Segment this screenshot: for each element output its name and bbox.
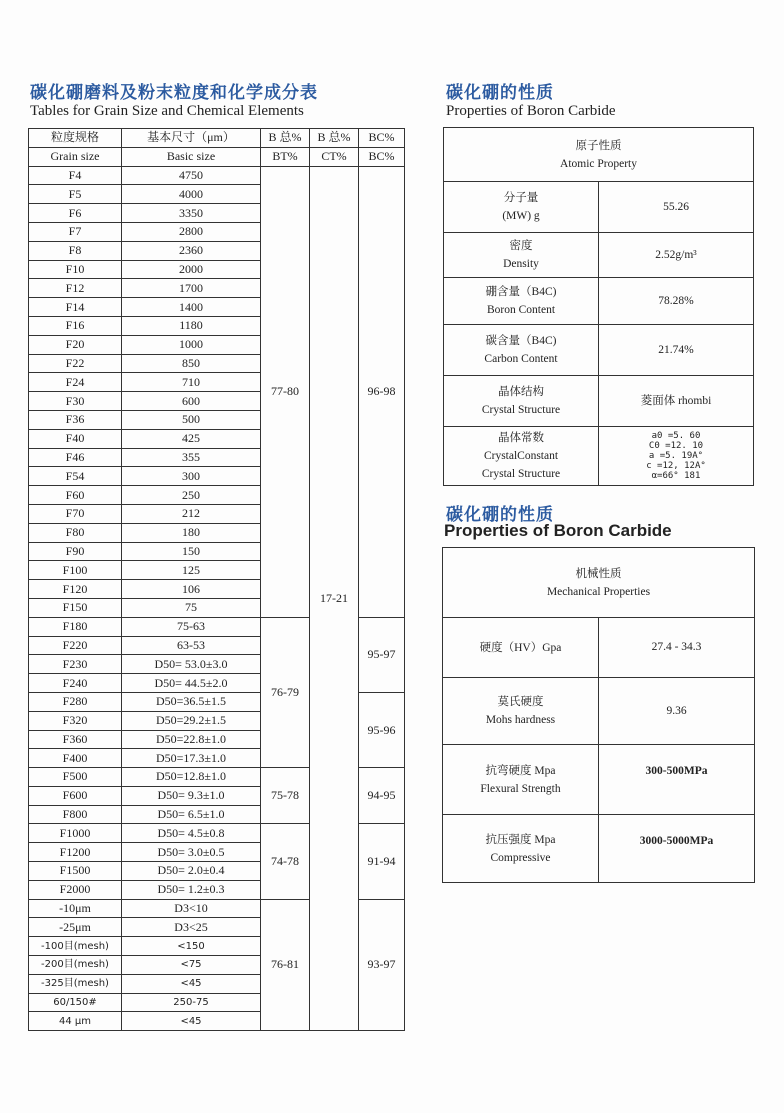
grain-size-cell: F16 — [29, 316, 122, 335]
basic-size-cell: 1180 — [122, 316, 261, 335]
mechanical-label — [443, 745, 599, 815]
atomic-property-table — [443, 127, 754, 486]
label-cn: 晶体结构 — [498, 386, 544, 398]
grain-size-cell: F70 — [29, 504, 122, 523]
basic-size-cell: 1700 — [122, 279, 261, 298]
basic-size-cell: 180 — [122, 523, 261, 542]
atomic-header-cn: 原子性质 — [575, 139, 622, 152]
label-en: Flexural Strength — [480, 782, 561, 795]
grain-size-cell: F80 — [29, 523, 122, 542]
header-en-cell: CT% — [310, 147, 359, 166]
grain-size-cell: F5 — [29, 185, 122, 204]
basic-size-cell: 2000 — [122, 260, 261, 279]
mechanical-title-en: Properties of Boron Carbide — [444, 521, 672, 540]
basic-size-cell: 2800 — [122, 222, 261, 241]
basic-size-cell: 710 — [122, 373, 261, 392]
grain-size-cell: F220 — [29, 636, 122, 655]
atomic-value: 菱面体 rhombi — [599, 376, 754, 427]
atomic-label — [444, 233, 599, 278]
basic-size-cell: D50= 1.2±0.3 — [122, 880, 261, 899]
basic-size-cell: 2360 — [122, 241, 261, 260]
mechanical-value: 9.36 — [599, 678, 755, 745]
label-en: Density — [503, 258, 539, 270]
basic-size-cell: 125 — [122, 561, 261, 580]
label-en: Mohs hardness — [485, 714, 556, 726]
basic-size-cell: D50= 2.0±0.4 — [122, 862, 261, 881]
atomic-label — [444, 278, 599, 325]
properties-title-cn: 碳化硼的性质 — [446, 83, 554, 103]
label-en: (MW) g — [502, 210, 540, 222]
mechanical-property-table — [442, 547, 755, 883]
grain-size-cell: F36 — [29, 410, 122, 429]
basic-size-cell: <150 — [122, 937, 261, 956]
bc-percent-cell: 94-95 — [359, 768, 405, 824]
atomic-header — [444, 128, 754, 182]
atomic-value: 55.26 — [599, 182, 754, 233]
label-en-2: Crystal Structure — [481, 468, 561, 480]
grain-size-cell: F230 — [29, 655, 122, 674]
atomic-label — [444, 182, 599, 233]
grain-size-cell: F600 — [29, 786, 122, 805]
basic-size-cell: 150 — [122, 542, 261, 561]
grain-size-cell: -25μm — [29, 918, 122, 937]
basic-size-cell: D50=22.8±1.0 — [122, 730, 261, 749]
header-en-cell: Basic size — [122, 147, 261, 166]
basic-size-cell: D50= 6.5±1.0 — [122, 805, 261, 824]
header-cn-cell: 基本尺寸（μm） — [122, 129, 261, 148]
crystal-value: α=66° 181 — [651, 471, 701, 481]
header-cn-cell: B 总% — [310, 129, 359, 148]
grain-size-cell: F40 — [29, 429, 122, 448]
mechanical-header — [443, 548, 755, 618]
grain-size-cell: F7 — [29, 222, 122, 241]
atomic-value: 78.28% — [599, 278, 754, 325]
mechanical-label — [443, 618, 599, 678]
grain-size-cell: F60 — [29, 486, 122, 505]
bt-percent-cell: 76-81 — [261, 899, 310, 1031]
atomic-label — [444, 376, 599, 427]
mechanical-value: 3000-5000MPa — [599, 815, 755, 883]
table-row — [29, 166, 405, 185]
mechanical-value: 27.4 - 34.3 — [599, 618, 755, 678]
atomic-value: 2.52g/m³ — [599, 233, 754, 278]
grain-size-cell: F1000 — [29, 824, 122, 843]
crystal-constant-label — [444, 427, 599, 486]
properties-title-en: Properties of Boron Carbide — [446, 103, 616, 119]
mechanical-header-en: Mechanical Properties — [546, 585, 651, 598]
grain-size-cell: F240 — [29, 674, 122, 693]
mechanical-title-cn: 碳化硼的性质 — [446, 505, 554, 525]
grain-size-cell: F400 — [29, 749, 122, 768]
grain-size-cell: F1200 — [29, 843, 122, 862]
label-cn: 抗弯硬度 Mpa — [485, 764, 556, 777]
label-cn: 晶体常数 — [498, 432, 544, 444]
grain-size-cell: F54 — [29, 467, 122, 486]
grain-size-cell: F20 — [29, 335, 122, 354]
header-cn-cell: 粒度规格 — [29, 129, 122, 148]
bc-percent-cell: 95-97 — [359, 617, 405, 692]
bc-percent-cell: 93-97 — [359, 899, 405, 1031]
bt-percent-cell: 74-78 — [261, 824, 310, 899]
basic-size-cell: D50= 9.3±1.0 — [122, 786, 261, 805]
basic-size-cell: D50= 4.5±0.8 — [122, 824, 261, 843]
basic-size-cell: <45 — [122, 974, 261, 993]
grain-size-cell: F90 — [29, 542, 122, 561]
basic-size-cell: 600 — [122, 392, 261, 411]
atomic-header-en: Atomic Property — [560, 157, 637, 170]
header-en-cell: Grain size — [29, 147, 122, 166]
basic-size-cell: D50= 3.0±0.5 — [122, 843, 261, 862]
atomic-label — [444, 325, 599, 376]
basic-size-cell: 212 — [122, 504, 261, 523]
atomic-value: 21.74% — [599, 325, 754, 376]
label-en: Carbon Content — [484, 353, 558, 365]
grain-size-cell: F10 — [29, 260, 122, 279]
basic-size-cell: 500 — [122, 410, 261, 429]
basic-size-cell: 425 — [122, 429, 261, 448]
grain-size-cell: F800 — [29, 805, 122, 824]
header-cn-cell: B 总% — [261, 129, 310, 148]
crystal-value: a =5. 19A° — [648, 451, 704, 461]
basic-size-cell: D3<10 — [122, 899, 261, 918]
mechanical-label — [443, 815, 599, 883]
grain-size-cell: F6 — [29, 204, 122, 223]
basic-size-cell: 75 — [122, 598, 261, 617]
basic-size-cell: 250-75 — [122, 993, 261, 1012]
crystal-constant-values — [599, 427, 754, 486]
grain-table-title-cn: 碳化硼磨料及粉末粒度和化学成分表 — [30, 83, 318, 103]
basic-size-cell: D50=17.3±1.0 — [122, 749, 261, 768]
mechanical-label — [443, 678, 599, 745]
basic-size-cell: 1400 — [122, 298, 261, 317]
grain-size-table — [28, 128, 405, 1031]
crystal-value: C0 =12. 10 — [648, 441, 704, 451]
basic-size-cell: 4750 — [122, 166, 261, 185]
header-en-cell: BT% — [261, 147, 310, 166]
crystal-value: a0 =5. 60 — [651, 431, 701, 441]
grain-size-cell: F24 — [29, 373, 122, 392]
grain-size-cell: 44 μm — [29, 1012, 122, 1031]
basic-size-cell: <75 — [122, 956, 261, 975]
grain-size-cell: F180 — [29, 617, 122, 636]
label-cn: 分子量 — [503, 192, 539, 204]
label-en: CrystalConstant — [483, 450, 559, 462]
bc-percent-cell: 96-98 — [359, 166, 405, 617]
mechanical-value: 300-500MPa — [599, 745, 755, 815]
label-en: Boron Content — [486, 304, 556, 316]
grain-size-cell: F22 — [29, 354, 122, 373]
header-en-cell: BC% — [359, 147, 405, 166]
label-en: Crystal Structure — [481, 404, 561, 416]
bt-percent-cell: 75-78 — [261, 768, 310, 824]
basic-size-cell: 63-53 — [122, 636, 261, 655]
basic-size-cell: 300 — [122, 467, 261, 486]
basic-size-cell: 75-63 — [122, 617, 261, 636]
grain-size-cell: -100目(mesh) — [29, 937, 122, 956]
grain-size-cell: 60/150# — [29, 993, 122, 1012]
grain-size-cell: F320 — [29, 711, 122, 730]
basic-size-cell: 4000 — [122, 185, 261, 204]
grain-size-cell: F100 — [29, 561, 122, 580]
grain-size-cell: F12 — [29, 279, 122, 298]
bc-percent-cell: 91-94 — [359, 824, 405, 899]
label-en: Compressive — [490, 851, 551, 864]
label-cn: 碳含量（B4C) — [485, 335, 557, 347]
basic-size-cell: 355 — [122, 448, 261, 467]
mechanical-header-cn: 机械性质 — [575, 567, 622, 580]
label-cn: 硼含量（B4C) — [485, 286, 557, 298]
basic-size-cell: D50=12.8±1.0 — [122, 768, 261, 787]
basic-size-cell: 3350 — [122, 204, 261, 223]
grain-size-cell: F30 — [29, 392, 122, 411]
basic-size-cell: 250 — [122, 486, 261, 505]
ct-percent-cell: 17-21 — [310, 166, 359, 1031]
crystal-value: c =12, 12A° — [646, 461, 706, 471]
grain-table-title-en: Tables for Grain Size and Chemical Elements — [30, 103, 304, 119]
grain-size-cell: F4 — [29, 166, 122, 185]
basic-size-cell: <45 — [122, 1012, 261, 1031]
bt-percent-cell: 76-79 — [261, 617, 310, 767]
grain-size-cell: -325目(mesh) — [29, 974, 122, 993]
grain-size-cell: F280 — [29, 692, 122, 711]
grain-size-cell: F360 — [29, 730, 122, 749]
basic-size-cell: D50= 44.5±2.0 — [122, 674, 261, 693]
grain-size-cell: F1500 — [29, 862, 122, 881]
grain-size-cell: F14 — [29, 298, 122, 317]
basic-size-cell: D50=29.2±1.5 — [122, 711, 261, 730]
label-cn: 莫氏硬度 — [497, 696, 544, 708]
label-cn: 密度 — [509, 240, 533, 252]
basic-size-cell: D50=36.5±1.5 — [122, 692, 261, 711]
bc-percent-cell: 95-96 — [359, 692, 405, 767]
grain-size-cell: -10μm — [29, 899, 122, 918]
grain-size-cell: F8 — [29, 241, 122, 260]
header-cn-cell: BC% — [359, 129, 405, 148]
basic-size-cell: 850 — [122, 354, 261, 373]
label-cn: 硬度（HV）Gpa — [479, 641, 562, 654]
grain-size-cell: F2000 — [29, 880, 122, 899]
basic-size-cell: D50= 53.0±3.0 — [122, 655, 261, 674]
bt-percent-cell: 77-80 — [261, 166, 310, 617]
grain-size-cell: F500 — [29, 768, 122, 787]
grain-size-cell: F120 — [29, 580, 122, 599]
basic-size-cell: D3<25 — [122, 918, 261, 937]
grain-size-cell: -200目(mesh) — [29, 956, 122, 975]
label-cn: 抗压强度 Mpa — [485, 833, 556, 846]
grain-size-cell: F46 — [29, 448, 122, 467]
grain-size-cell: F150 — [29, 598, 122, 617]
basic-size-cell: 1000 — [122, 335, 261, 354]
basic-size-cell: 106 — [122, 580, 261, 599]
